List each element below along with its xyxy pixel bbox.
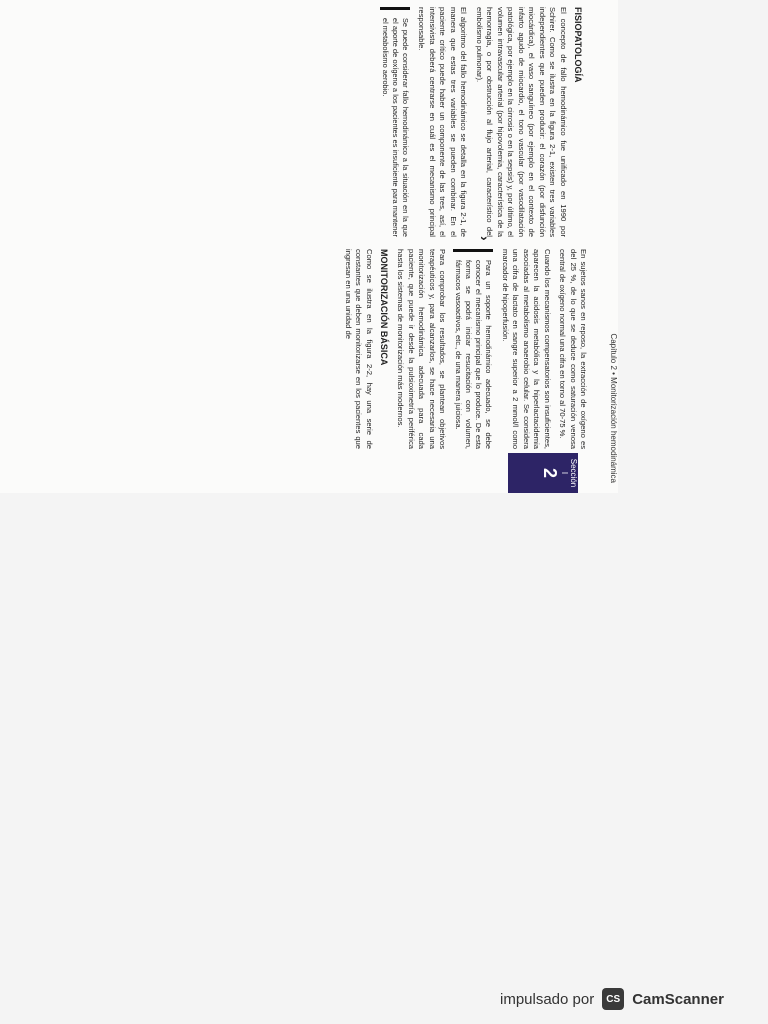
paragraph: El algoritmo del fallo hemodinámico se detalla en la figura 2-1, de manera que estas tres variables se pueden combinar. En el paciente crítico puede haber un componente de las tres, así, el intensivista deberá centrarse en cuál es el mecanismo principal responsable. bbox=[417, 7, 469, 237]
section-heading: FISIOPATOLOGÍA bbox=[573, 7, 583, 83]
callout-text: Se puede considerar fallo hemodinámico a la situación en la que el aporte de oxígeno a los pacientes es insuficiente para mantener el metabolismo aerobio. bbox=[381, 18, 411, 237]
section-label: Sección bbox=[569, 458, 578, 488]
camscanner-watermark bbox=[500, 984, 768, 1014]
text-column-1 bbox=[374, 7, 588, 237]
section-number: 2 bbox=[540, 467, 560, 478]
section-tab bbox=[508, 453, 578, 493]
section-roman: I bbox=[560, 471, 569, 475]
callout-text: Para un soporte hemodinámico adecuado, se debe conocer el mecanismo principal que lo produce. De esta forma se podrá iniciar resucitación con volumen, fármacos vasoactivos, etc., de una manera juiciosa. bbox=[454, 260, 494, 449]
paragraph: En sujetos sanos en reposo, la extracción de oxígeno es del 25 %, de lo que se deduce como saturación venosa central de oxígeno normal una cifra en torno al 70-75 %. bbox=[558, 249, 588, 449]
text-page bbox=[0, 0, 618, 493]
paragraph: El concepto de fallo hemodinámico fue unificado en 1990 por Schirer. Como se ilustra en la figura 2-1, existen tres variables independientes que pueden producir: el corazón (por disfunción miocárdica), el vaso sanguíneo (por ejemplo en el contexto de infarto agudo de miocardio, el tono vascular (por vasodilatación patológica, por ejemplo en la cirrosis o en la sepsis) y, por último, el volumen intravascular arterial (por hipovolemia, característica de la hemorragia, o por obstrucción al flujo arterial, característico del embolismo pulmonar). bbox=[474, 7, 568, 237]
page-top-header: Capítulo 2 • Monitorización hemodinámica bbox=[609, 333, 618, 483]
camscanner-logo-icon: CS bbox=[602, 988, 624, 1010]
callout bbox=[453, 236, 494, 449]
paragraph: Cuando los mecanismos compensatorios son insuficientes, aparecen la acidosis metabólica y la hiperlactacidemia asociadas al metabolismo anaerobio celular. Se considera una cifra de lactato en sangre superior a 2 mmol/l como marcador de hipoperfusión. bbox=[500, 249, 552, 449]
text-column-2 bbox=[337, 236, 588, 449]
paragraph: Para comprobar los resultados, se plantean objetivos terapéuticos y, para alcanzarlos, se hace necesaria una monitorización hemodinámica adecuada para cada paciente, que puede ir desde la pulsioximetría periférica hasta los sistemas de monitorización más modernos. bbox=[396, 249, 448, 449]
section-heading: MONITORIZACIÓN BÁSICA bbox=[378, 249, 389, 366]
chevron-right-icon: › bbox=[477, 236, 494, 241]
paragraph: Como se ilustra en la figura 2-2, hay una serie de constantes que deben monitorizarse en los pacientes que ingresan en una unidad de bbox=[343, 249, 374, 449]
book-spread bbox=[0, 0, 640, 512]
callout bbox=[380, 7, 410, 237]
watermark-text: impulsado por bbox=[500, 990, 595, 1008]
watermark-brand: CamScanner bbox=[632, 990, 724, 1008]
